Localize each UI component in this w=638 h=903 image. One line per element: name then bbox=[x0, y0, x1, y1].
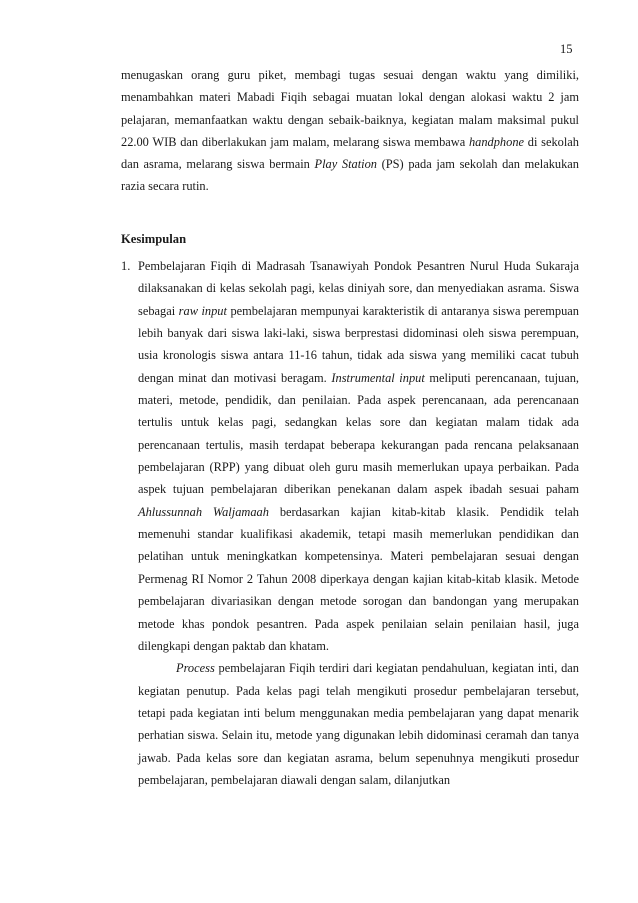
list-item-number: 1. bbox=[121, 259, 131, 273]
section-heading: Kesimpulan bbox=[121, 232, 187, 246]
list-item-text: berdasarkan kajian kitab-kitab klasik. Pendidik telah memenuhi standar kualifikasi akademik, tetapi masih memerlukan pendidikan dan pelatihan untuk meningkatkan kompetensinya. Materi pembelajaran sesuai dengan Permenag RI Nomor 2 Tahun 2008 diperkaya dengan kajian kitab-kitab klasik. Metode pembelajaran divariasikan dengan metode sorogan dan bandongan yang merupakan metode khas pondok pesantren. Pada aspek penilaian selain penilaian hasil, juga dilengkapi dengan paktab dan khatam. bbox=[138, 504, 579, 653]
conclusion-list bbox=[121, 255, 579, 791]
paragraph-text: menugaskan orang guru piket, membagi tugas sesuai dengan waktu yang dimiliki, menambahkan materi Mabadi Fiqih sebagai muatan lokal dengan alokasi waktu 2 jam pelajaran, memanfaatkan waktu dengan sebaik-baiknya, kegiatan malam maksimal pukul 22.00 WIB dan diberlakukan jam malam, melarang siswa membawa bbox=[121, 68, 579, 149]
paragraph-text: (PS) pada jam sekolah dan melakukan razia secara rutin. bbox=[121, 157, 579, 194]
italic-term: Instrumental input bbox=[331, 370, 425, 385]
page-number: 15 bbox=[560, 42, 573, 56]
italic-term: Play Station bbox=[314, 157, 377, 172]
list-item-text: Pembelajaran Fiqih di Madrasah Tsanawiyah Pondok Pesantren Nurul Huda Sukaraja dilaksanakan di kelas sekolah pagi, kelas diniyah sore, dan menyediakan asrama. Siswa sebagai bbox=[138, 259, 579, 318]
italic-term: handphone bbox=[468, 134, 525, 149]
italic-term: raw input bbox=[178, 303, 227, 318]
list-item-text: pembelajaran mempunyai karakteristik di antaranya siswa perempuan lebih banyak dari siswa laki-laki, siswa berprestasi didominasi oleh siswa perempuan, usia kronologis siswa antara 11-16 tahun, tidak ada siswa yang memiliki cacat tubuh dengan minat dan motivasi beragam. bbox=[138, 303, 579, 385]
body-paragraph bbox=[121, 64, 579, 198]
sub-paragraph bbox=[121, 657, 579, 791]
list-item bbox=[121, 255, 579, 657]
list-item-text: meliputi perencanaan, tujuan, materi, metode, pendidik, dan penilaian. Pada aspek perencanaan, ada perencanaan tertulis untuk kelas pagi, sedangkan kelas sore dan kegiatan malam tidak ada perencanaan tertulis, masih terdapat beberapa kekurangan pada rencana pelaksanaan pembelajaran (RPP) yang dibuat oleh guru masih memerlukan upaya perbaikan. Pada aspek tujuan pembelajaran diberikan penekanan dalam aspek ibadah sesuai paham bbox=[138, 370, 579, 497]
paragraph-text: di sekolah dan asrama, melarang siswa bermain bbox=[121, 134, 579, 172]
sub-paragraph-text: pembelajaran Fiqih terdiri dari kegiatan pendahuluan, kegiatan inti, dan kegiatan penutup. Pada kelas pagi telah mengikuti prosedur pembelajaran tersebut, tetapi pada kegiatan inti belum menggunakan media pembelajaran yang dapat menarik perhatian siswa. Selain itu, metode yang digunakan lebih didominasi ceramah dan tanya jawab. Pada kelas sore dan kegiatan asrama, belum sepenuhnya mengikuti prosedur pembelajaran, pembelajaran diawali dengan salam, dilanjutkan bbox=[138, 661, 579, 787]
italic-term: Ahlussunnah Waljamaah bbox=[138, 504, 269, 519]
italic-term: Process bbox=[176, 661, 215, 676]
